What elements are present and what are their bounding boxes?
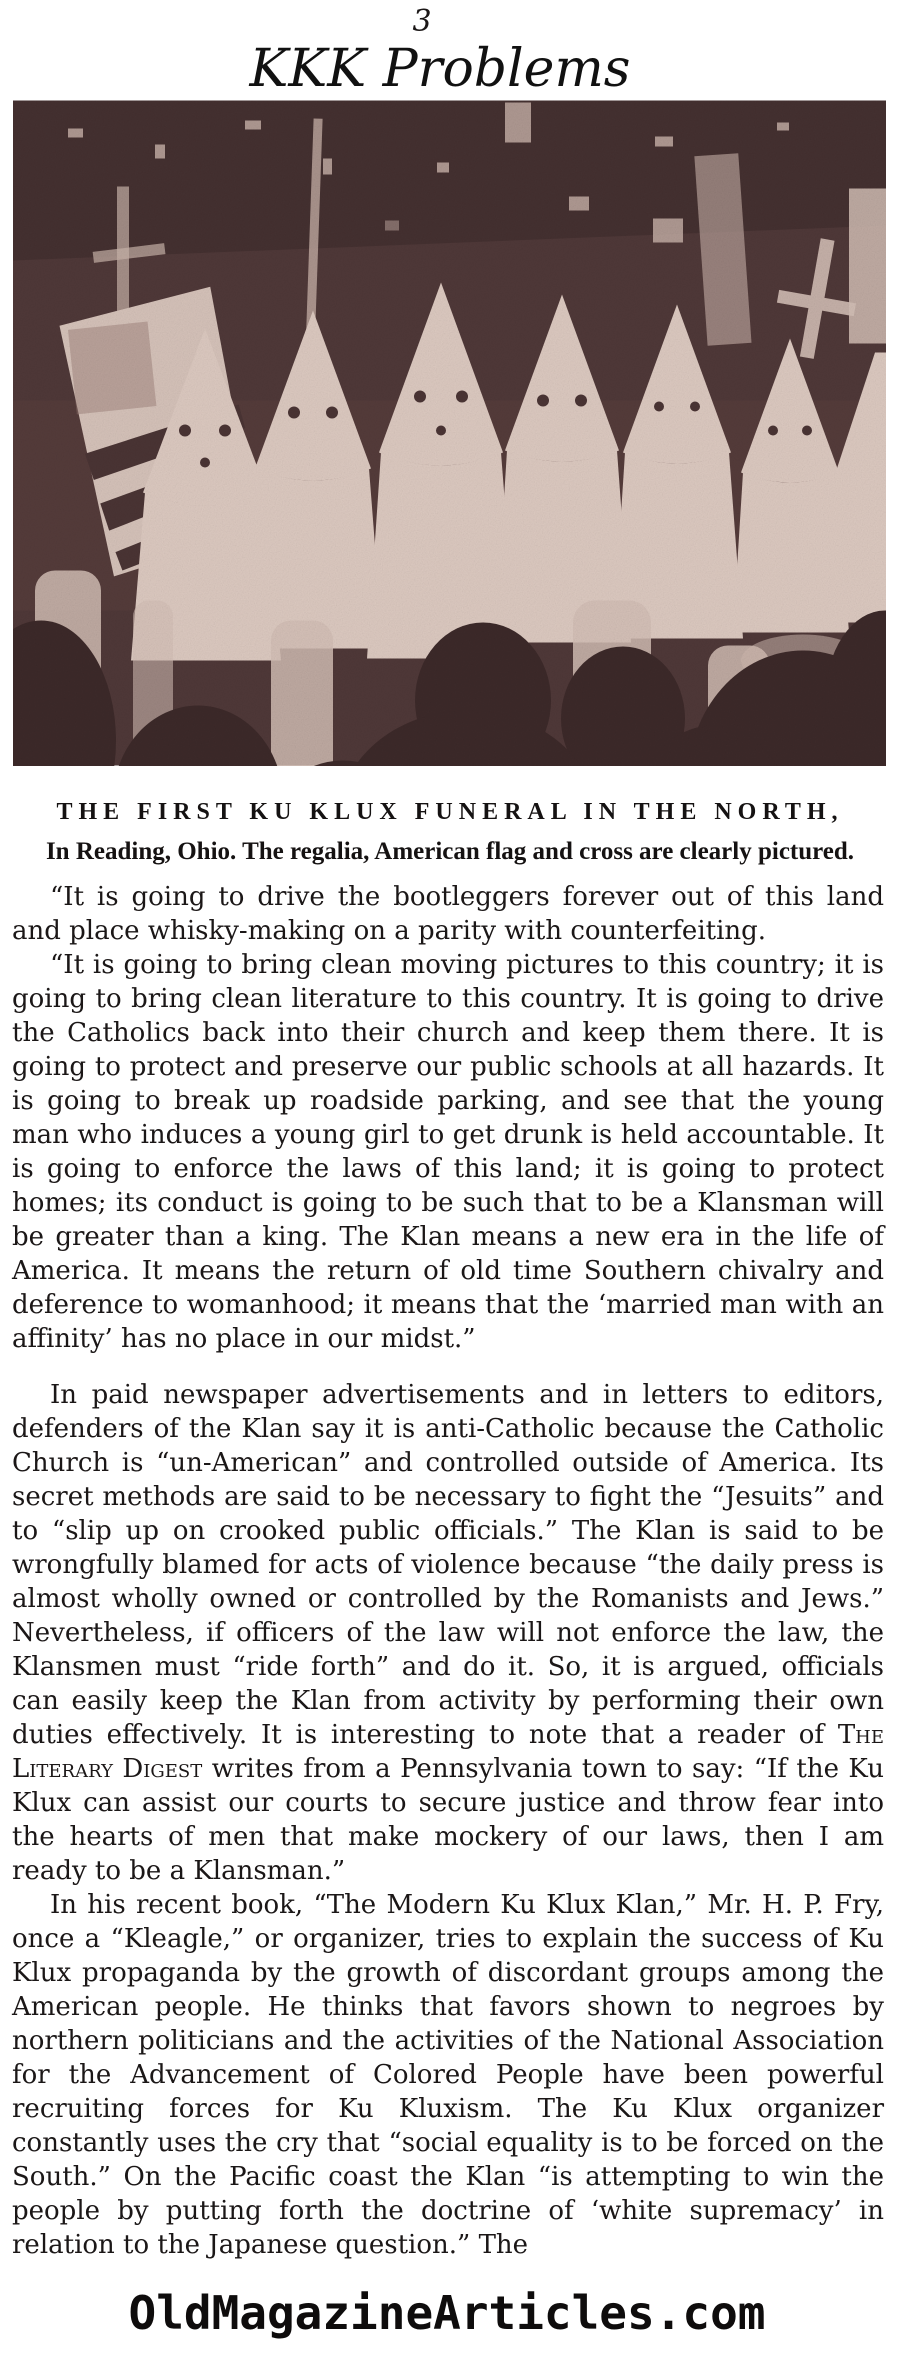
magazine-page bbox=[0, 4, 900, 2340]
article-paragraph bbox=[12, 1378, 884, 1888]
article-body bbox=[0, 880, 900, 2262]
article-title: KKK Problems bbox=[249, 39, 631, 99]
article-paragraph bbox=[12, 880, 884, 948]
paragraph-text: In paid newspaper advertisements and in letters to editors, defenders of the Klan say it is anti-Catholic because the Catholic Church is “un-American” and controlled outside of America. Its secret methods are said to be necessary to fight the “Jesuits” and to “slip up on crooked public officials.” The Klan is said to be wrongfully blamed for acts of violence because “the daily press is almost wholly owned or controlled by the Romanists and Jews.” Nevertheless, if officers of the law will not enforce the law, the Klansmen must “ride forth” and do it. So, it is argued, officials can easily keep the Klan from activity by performing their own duties effectively. It is interesting to note that a reader of bbox=[12, 1380, 884, 1750]
funeral-photograph-image bbox=[13, 100, 886, 766]
halftone-grain-overlay bbox=[13, 101, 886, 766]
paragraph-text: “It is going to bring clean moving pictures to this country; it is going to bring clean literature to this country. It is going to drive the Catholics back into their church and keep them there. It is going to protect and preserve our public schools at all hazards. It is going to break up roadside parking, and see that the young man who induces a young girl to get drunk is held accountable. It is going to enforce the laws of this land; it is going to protect homes; its conduct is going to be such that to be a Klansman will be greater than a king. The Klan means a new era in the life of America. It means the return of old time Southern chivalry and deference to womanhood; it means that the ‘married man with an affinity’ has no place in our midst.” bbox=[12, 950, 884, 1354]
paragraph-text: In his recent book, “The Modern Ku Klux Klan,” Mr. H. P. Fry, once a “Kleagle,” or organizer, tries to explain the success of Ku Klux propaganda by the growth of discordant groups among the American people. He thinks that favors shown to negroes by northern politicians and the activities of the National Association for the Advancement of Colored People have been powerful recruiting forces for Ku Kluxism. The Ku Klux organizer constantly uses the cry that “social equality is to be forced on the South.” On the Pacific coast the Klan “is attempting to win the people by putting forth the doctrine of ‘white supremacy’ in relation to the Japanese question.” The bbox=[12, 1890, 884, 2260]
paragraph-text: writes from a Pennsylvania town to say: “If the Ku Klux can assist our courts to secure justice and throw fear into the hearts of men that make mockery of our laws, then I am ready to be a Klansman.” bbox=[12, 1754, 885, 1886]
funeral-photograph bbox=[13, 100, 886, 766]
article-paragraph bbox=[12, 948, 884, 1356]
article-paragraph bbox=[12, 1888, 884, 2262]
photo-caption-subtext: In Reading, Ohio. The regalia, American flag and cross are clearly pictured. bbox=[45, 838, 855, 865]
photo-caption-heading: THE FIRST KU KLUX FUNERAL IN THE NORTH, bbox=[56, 799, 844, 825]
paragraph-text: “It is going to drive the bootleggers forever out of this land and place whisky-making on a parity with counterfeiting. bbox=[12, 882, 884, 946]
page-number: 3 bbox=[412, 4, 432, 39]
literary-digest-smallcaps: The Literary Digest bbox=[12, 1720, 884, 1784]
watermark-url: OldMagazineArticles.com bbox=[128, 2286, 766, 2340]
